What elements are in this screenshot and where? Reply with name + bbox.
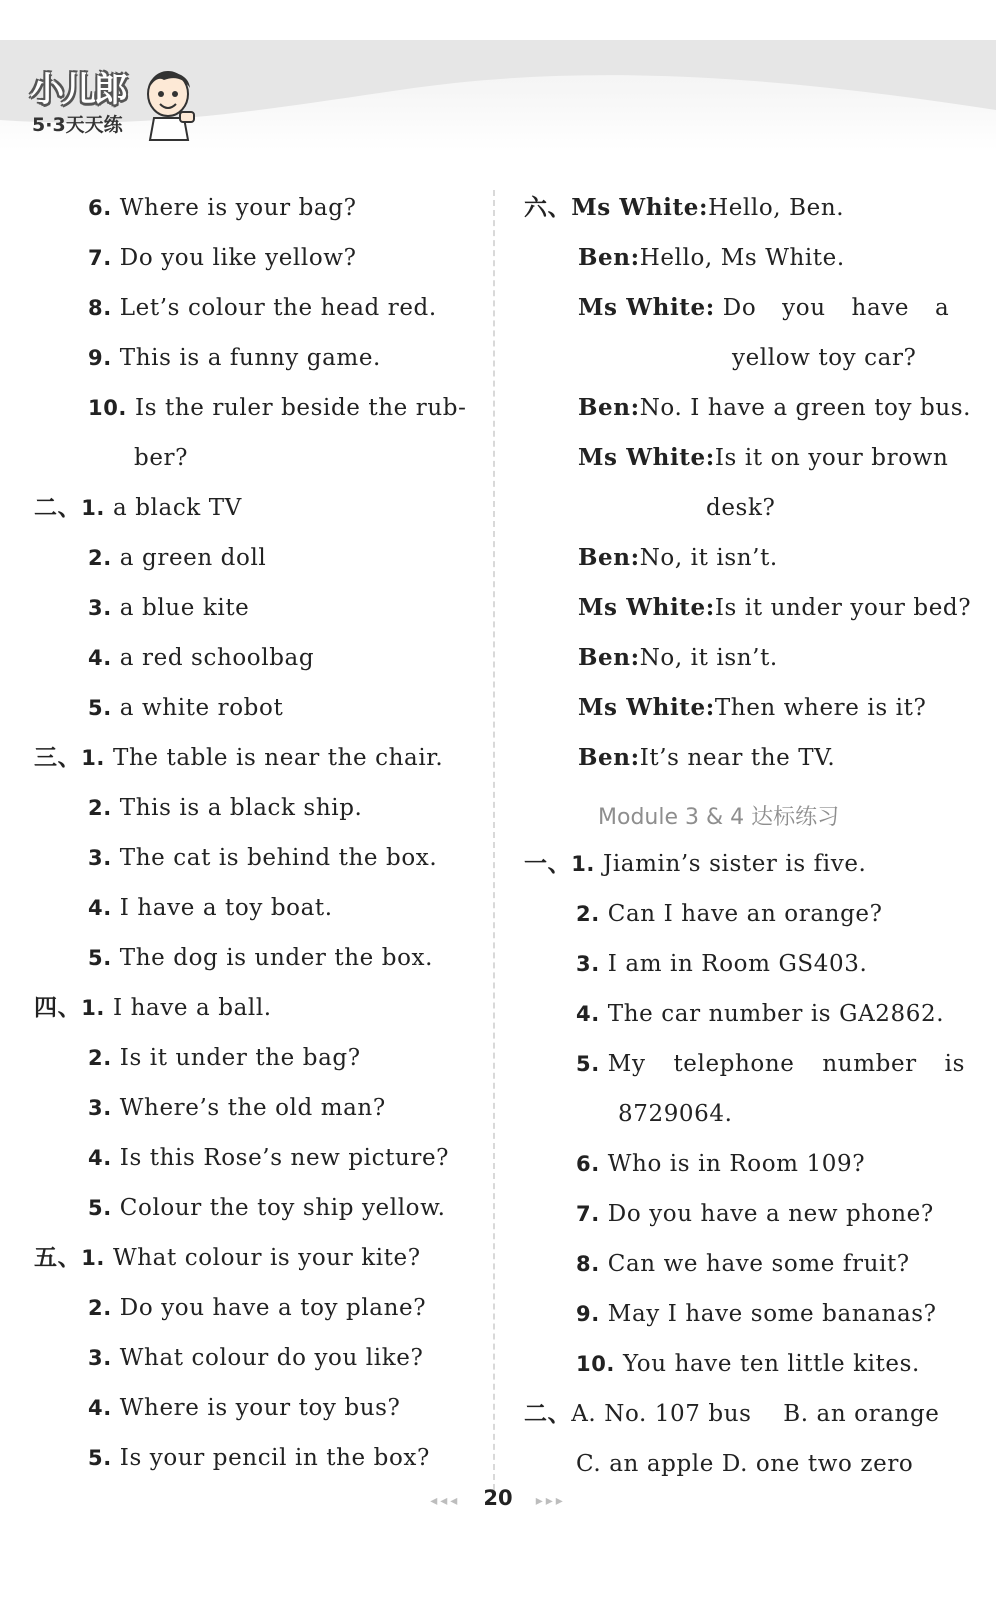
- brand-title: 小儿郎: [30, 70, 126, 110]
- list-item: 9. May I have some bananas?: [576, 1301, 937, 1327]
- list-item: 2. This is a black ship.: [88, 795, 363, 821]
- dialog-line: Ms White:Then where is it?: [578, 694, 927, 721]
- column-divider: [493, 190, 495, 1490]
- list-item: 二、1. a black TV: [34, 495, 242, 521]
- list-item: 9. This is a funny game.: [88, 345, 381, 371]
- list-item: 3. a blue kite: [88, 595, 250, 621]
- list-item: 2. Is it under the bag?: [88, 1045, 361, 1071]
- list-item: 三、1. The table is near the chair.: [34, 745, 444, 771]
- dialog-line-continuation: desk?: [706, 495, 776, 521]
- list-item: 2. Do you have a toy plane?: [88, 1295, 427, 1321]
- list-item-continuation: ber?: [134, 445, 189, 471]
- list-item: 五、1. What colour is your kite?: [34, 1245, 421, 1271]
- list-item: 3. The cat is behind the box.: [88, 845, 438, 871]
- dialog-line: Ben:Hello, Ms White.: [578, 244, 845, 271]
- dialog-line: Ms White: Do you have a: [578, 294, 950, 321]
- list-item: 4. a red schoolbag: [88, 645, 315, 671]
- left-arrows-decoration: ◂◂◂: [430, 1493, 461, 1509]
- list-item: 7. Do you like yellow?: [88, 245, 357, 271]
- list-item: 6. Who is in Room 109?: [576, 1151, 866, 1177]
- list-item: 一、1. Jiamin’s sister is five.: [524, 851, 867, 877]
- list-item-continuation: C. an apple D. one two zero: [576, 1451, 914, 1477]
- list-item: 8. Can we have some fruit?: [576, 1251, 910, 1277]
- module-title: Module 3 & 4 达标练习: [598, 805, 840, 830]
- page-footer: [0, 1486, 996, 1526]
- list-item: 5. Colour the toy ship yellow.: [88, 1195, 446, 1221]
- list-item: 10. You have ten little kites.: [576, 1351, 920, 1377]
- list-item: 4. Where is your toy bus?: [88, 1395, 401, 1421]
- list-item: 3. Where’s the old man?: [88, 1095, 386, 1121]
- dialog-line: Ben:It’s near the TV.: [578, 744, 836, 771]
- dialog-line: 六、Ms White:Hello, Ben.: [524, 194, 845, 221]
- brand-series: 5·3天天练: [32, 114, 123, 136]
- list-item: 7. Do you have a new phone?: [576, 1201, 934, 1227]
- dialog-line: Ben:No, it isn’t.: [578, 644, 778, 671]
- list-item: 5. a white robot: [88, 695, 284, 721]
- dialog-line: Ben:No. I have a green toy bus.: [578, 394, 972, 421]
- list-item: 3. I am in Room GS403.: [576, 951, 868, 977]
- list-item: 4. I have a toy boat.: [88, 895, 333, 921]
- list-item: 2. Can I have an orange?: [576, 901, 883, 927]
- right-arrows-decoration: ▸▸▸: [535, 1493, 566, 1509]
- dialog-line-continuation: yellow toy car?: [732, 345, 917, 371]
- dialog-line: Ms White:Is it under your bed?: [578, 594, 972, 621]
- page-number: 20: [483, 1486, 513, 1510]
- dialog-line: Ben:No, it isn’t.: [578, 544, 778, 571]
- list-item: 5. My telephone number is: [576, 1051, 966, 1077]
- list-item: 5. The dog is under the box.: [88, 945, 434, 971]
- list-item: 四、1. I have a ball.: [34, 995, 272, 1021]
- list-item: 8. Let’s colour the head red.: [88, 295, 437, 321]
- list-item: 3. What colour do you like?: [88, 1345, 424, 1371]
- list-item: 4. The car number is GA2862.: [576, 1001, 945, 1027]
- list-item-continuation: 8729064.: [618, 1101, 733, 1127]
- list-item: 10. Is the ruler beside the rub-: [88, 395, 467, 421]
- list-item: 二、A. No. 107 bus B. an orange: [524, 1401, 940, 1427]
- page-header: [0, 0, 996, 150]
- list-item: 4. Is this Rose’s new picture?: [88, 1145, 450, 1171]
- list-item: 2. a green doll: [88, 545, 267, 571]
- mascot-boy-icon: [140, 62, 200, 142]
- list-item: 6. Where is your bag?: [88, 195, 357, 221]
- list-item: 5. Is your pencil in the box?: [88, 1445, 430, 1471]
- dialog-line: Ms White:Is it on your brown: [578, 444, 949, 471]
